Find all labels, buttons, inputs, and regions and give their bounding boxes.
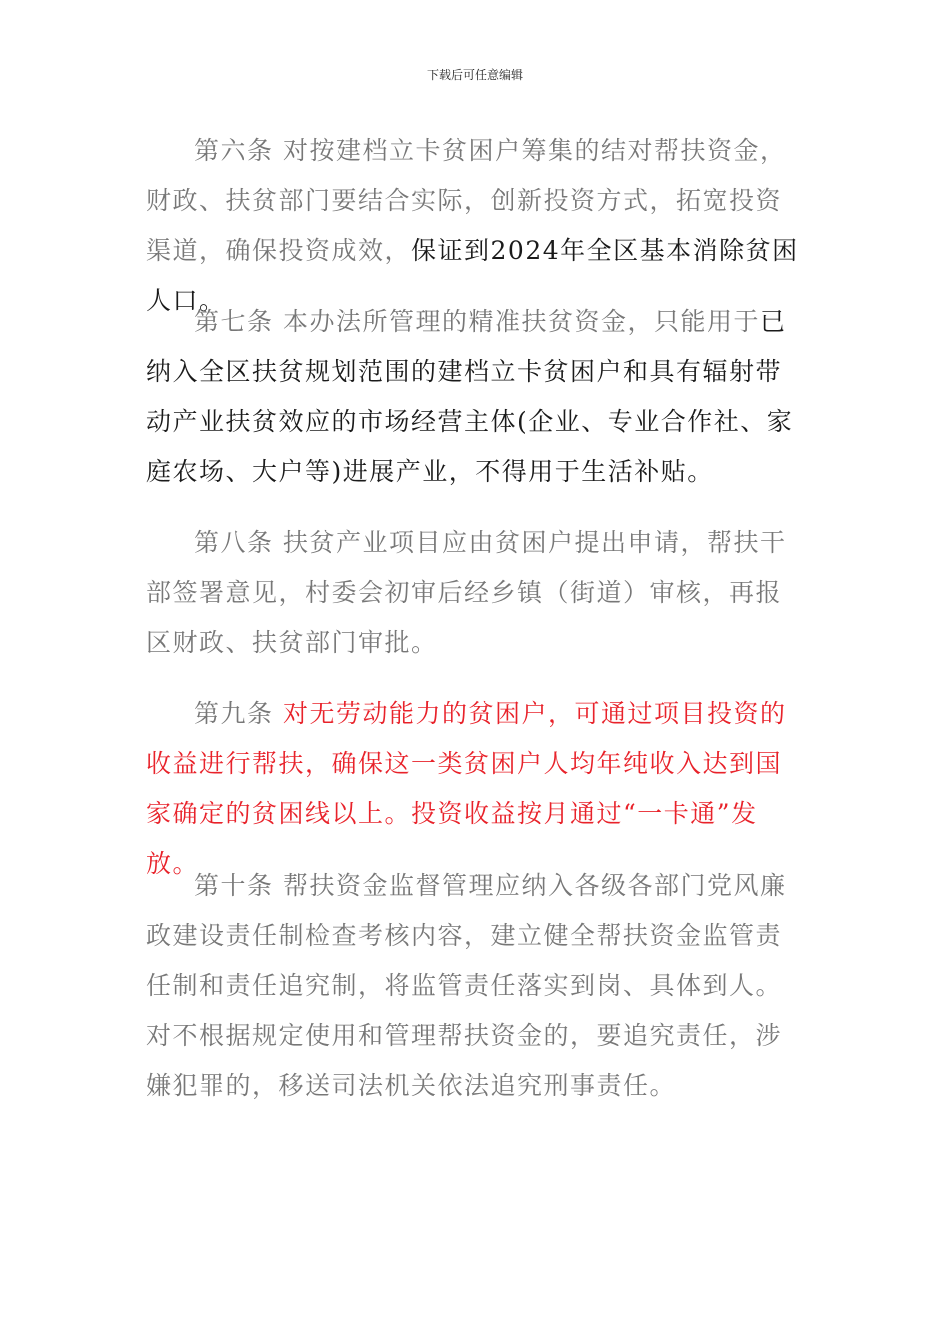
article-9 <box>146 689 806 889</box>
page-header: 下载后可任意编辑 <box>426 68 523 82</box>
article-6-emphasis: 保证到2024年全区基本消除贫困人口。 <box>146 236 799 315</box>
article-10 <box>146 861 806 1111</box>
article-9-highlight: 对无劳动能力的贫困户，可通过项目投资的收益进行帮扶，确保这一类贫困户人均年纯收入达到国家确定的贫困线以上。投资收益按月通过“一卡通”发放。 <box>146 699 787 878</box>
article-7 <box>146 297 806 497</box>
article-8-text: 第八条 扶贫产业项目应由贫困户提出申请，帮扶干部签署意见，村委会初审后经乡镇（街道）审核，再报区财政、扶贫部门审批。 <box>146 528 787 657</box>
article-7-text: 第七条 本办法所管理的精准扶贫资金，只能用于 <box>194 307 760 336</box>
article-6-text: 第六条 对按建档立卡贫困户筹集的结对帮扶资金，财政、扶贫部门要结合实际，创新投资方式，拓宽投资渠道，确保投资成效， <box>146 136 787 265</box>
article-6 <box>146 126 806 326</box>
article-8 <box>146 518 806 668</box>
article-7-emphasis: 已纳入全区扶贫规划范围的建档立卡贫困户和具有辐射带动产业扶贫效应的市场经营主体(企业、专业合作社、家庭农场、大户等)进展产业，不得用于生活补贴。 <box>146 307 794 486</box>
article-10-text: 第十条 帮扶资金监督管理应纳入各级各部门党风廉政建设责任制检查考核内容，建立健全帮扶资金监管责任制和责任追究制，将监管责任落实到岗、具体到人。对不根据规定使用和管理帮扶资金的，要追究责任，涉嫌犯罪的，移送司法机关依法追究刑事责任。 <box>146 871 787 1100</box>
article-9-label: 第九条 <box>194 699 283 728</box>
